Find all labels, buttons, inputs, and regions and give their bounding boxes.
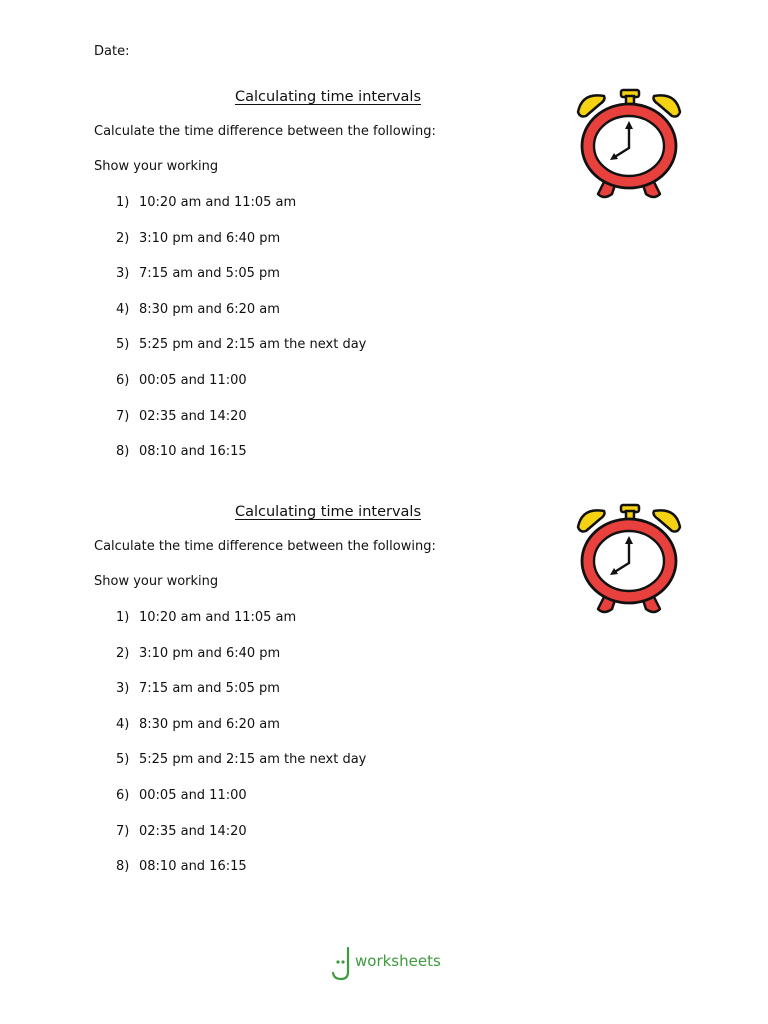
question-item — [116, 717, 366, 753]
logo-j-icon — [330, 946, 354, 982]
question-item — [116, 444, 366, 480]
question-item — [116, 681, 366, 717]
question-number: 1) — [116, 610, 130, 625]
question-item — [116, 231, 366, 267]
question-item — [116, 373, 366, 409]
question-item — [116, 752, 366, 788]
question-number: 7) — [116, 823, 130, 839]
question-number: 8) — [116, 444, 130, 460]
logo-text: worksheets — [355, 952, 441, 970]
question-number: 4) — [116, 716, 130, 732]
question-text: 5:25 pm and 2:15 am the next day — [139, 337, 367, 353]
alarm-clock-icon — [572, 501, 688, 619]
question-number: 5) — [116, 337, 130, 353]
question-item — [116, 788, 366, 824]
question-item — [116, 610, 366, 646]
question-text: 3:10 pm and 6:40 pm — [139, 645, 281, 661]
section-title: Calculating time intervals — [234, 89, 422, 105]
question-text: 10:20 am and 11:05 am — [139, 195, 297, 210]
question-text: 00:05 and 11:00 — [139, 372, 247, 388]
question-list — [116, 610, 366, 895]
question-item — [116, 302, 366, 338]
worksheet-section-2 — [0, 501, 768, 901]
section-note: Show your working — [94, 574, 219, 589]
question-list — [116, 195, 366, 480]
question-number: 6) — [116, 787, 130, 803]
question-item — [116, 646, 366, 682]
question-number: 4) — [116, 301, 130, 317]
worksheets-logo — [330, 946, 441, 982]
question-number: 2) — [116, 645, 130, 661]
worksheet-section-1 — [0, 86, 768, 486]
date-label: Date: — [94, 44, 130, 59]
question-item — [116, 337, 366, 373]
question-number: 5) — [116, 752, 130, 768]
question-text: 8:30 pm and 6:20 am — [139, 716, 280, 732]
question-number: 8) — [116, 859, 130, 875]
question-text: 5:25 pm and 2:15 am the next day — [139, 752, 367, 768]
question-number: 3) — [116, 681, 130, 697]
question-text: 7:15 am and 5:05 pm — [139, 266, 280, 282]
question-item — [116, 824, 366, 860]
section-title: Calculating time intervals — [234, 504, 422, 520]
question-text: 02:35 and 14:20 — [139, 408, 247, 424]
question-text: 7:15 am and 5:05 pm — [139, 681, 280, 697]
question-text: 00:05 and 11:00 — [139, 787, 247, 803]
question-item — [116, 859, 366, 895]
question-number: 2) — [116, 230, 130, 246]
question-text: 3:10 pm and 6:40 pm — [139, 230, 281, 246]
alarm-clock-icon — [572, 86, 688, 204]
section-instruction: Calculate the time difference between the following: — [94, 124, 436, 139]
question-text: 02:35 and 14:20 — [139, 823, 247, 839]
question-text: 08:10 and 16:15 — [139, 859, 247, 875]
question-number: 1) — [116, 195, 130, 210]
section-note: Show your working — [94, 159, 219, 174]
question-item — [116, 266, 366, 302]
question-text: 8:30 pm and 6:20 am — [139, 301, 280, 317]
question-item — [116, 409, 366, 445]
question-number: 6) — [116, 372, 130, 388]
section-instruction: Calculate the time difference between the following: — [94, 539, 436, 554]
question-item — [116, 195, 366, 231]
question-number: 3) — [116, 266, 130, 282]
question-text: 08:10 and 16:15 — [139, 444, 247, 460]
question-number: 7) — [116, 408, 130, 424]
question-text: 10:20 am and 11:05 am — [139, 610, 297, 625]
